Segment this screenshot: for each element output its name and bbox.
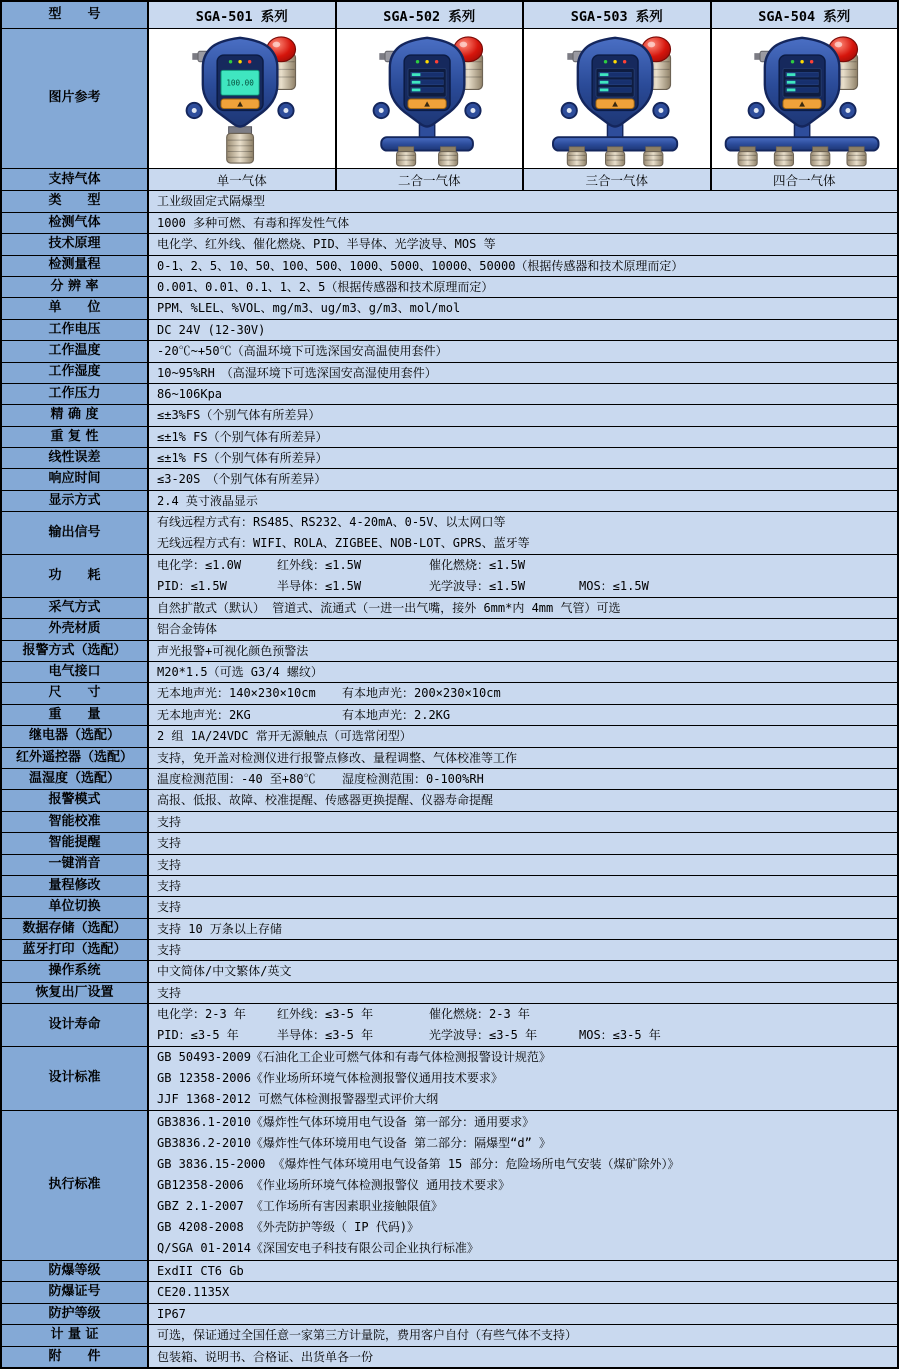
- sensor-probes: [553, 124, 677, 165]
- status-led-green: [604, 60, 607, 63]
- status-led-red: [623, 60, 626, 63]
- value-text: 自然扩散式（默认） 管道式、流通式（一进一出气嘴，接外 6mm*内 4mm 气管）可选: [157, 600, 621, 615]
- status-led-red: [435, 60, 438, 63]
- row-label: 精 确 度: [2, 405, 149, 425]
- spec-row: [2, 511, 897, 554]
- value-text: 0-1、2、5、10、50、100、500、1000、5000、10000、50000（根据传感器和技术原理而定）: [157, 258, 684, 273]
- value-text: 支持: [157, 878, 182, 893]
- value-text: DC 24V (12-30V): [157, 322, 266, 337]
- value-tab-segment: 光学波导：≤1.5W: [429, 578, 526, 593]
- row-label: 输出信号: [2, 512, 149, 554]
- row-value: [149, 833, 897, 853]
- row-value: [149, 876, 897, 896]
- value-text: PPM、%LEL、%VOL、mg/m3、ug/m3、g/m3、mol/mol: [157, 301, 461, 316]
- spec-row: [2, 340, 897, 361]
- row-value: [149, 341, 897, 361]
- product-image-row: [2, 28, 897, 168]
- value-segment: 无本地声光：2KG: [157, 707, 251, 722]
- spec-row: [2, 1303, 897, 1324]
- spec-row: [2, 426, 897, 447]
- spec-row: [2, 597, 897, 618]
- row-label: 设计寿命: [2, 1004, 149, 1046]
- row-value: [149, 683, 897, 703]
- model-header-row: [2, 2, 897, 28]
- device-cell-sga-502: [335, 29, 523, 168]
- model-header: SGA-501 系列: [149, 2, 335, 28]
- row-value: [149, 1282, 897, 1302]
- row-label: 外壳材质: [2, 619, 149, 639]
- row-label: 尺 寸: [2, 683, 149, 703]
- value-text: 高报、低报、故障、校准提醒、传感器更换提醒、仪器寿命提醒: [157, 793, 494, 808]
- row-label: 操作系统: [2, 961, 149, 981]
- row-label: 单位切换: [2, 897, 149, 917]
- value-line: GB 3836.15-2000 《爆炸性气体环境用电气设备第 15 部分：危险场所电气安装（煤矿除外）》: [157, 1157, 680, 1172]
- row-value: [149, 790, 897, 810]
- device-cell-sga-501: [149, 29, 335, 168]
- spec-row: [2, 297, 897, 318]
- device-illustration: [156, 30, 328, 168]
- status-led-green: [791, 60, 794, 63]
- row-label: 重 复 性: [2, 427, 149, 447]
- row-label: 图片参考: [2, 29, 149, 168]
- value-segment: 湿度检测范围：0-100%RH: [342, 771, 484, 786]
- spec-row: [2, 832, 897, 853]
- value-tab-segment: [579, 555, 889, 576]
- status-led-yellow: [613, 60, 616, 63]
- spec-row: [2, 1324, 897, 1345]
- row-value: [149, 405, 897, 425]
- row-label: 类 型: [2, 191, 149, 211]
- spec-row: [2, 811, 897, 832]
- spec-row: [2, 1346, 897, 1367]
- row-label: 蓝牙打印（选配）: [2, 940, 149, 960]
- row-label: 继电器（选配）: [2, 726, 149, 746]
- spec-row: [2, 319, 897, 340]
- spec-row: [2, 854, 897, 875]
- spec-row: [2, 682, 897, 703]
- row-label: 检测量程: [2, 256, 149, 276]
- value-text: IP67: [157, 1306, 186, 1321]
- row-label: 报警模式: [2, 790, 149, 810]
- row-value: [149, 191, 897, 211]
- value-text: 中文简体/中文繁体/英文: [157, 964, 292, 979]
- value-text: 可选，保证通过全国任意一家第三方计量院，费用客户自付（有些气体不支持）: [157, 1328, 578, 1343]
- row-label: 防护等级: [2, 1304, 149, 1324]
- spec-row: [2, 468, 897, 489]
- model-header: SGA-504 系列: [710, 2, 898, 28]
- row-label: 单 位: [2, 298, 149, 318]
- spec-row: [2, 1260, 897, 1281]
- screen-reading: 100.00: [226, 78, 254, 88]
- row-value: [149, 384, 897, 404]
- spec-row: [2, 1281, 897, 1302]
- row-value: [149, 726, 897, 746]
- value-tab-segment: 电化学：≤1.0W: [157, 558, 242, 573]
- value-text: 支持: [157, 836, 182, 851]
- value-line: GB3836.2-2010《爆炸性气体环境用电气设备 第二部分：隔爆型“d” 》: [157, 1136, 552, 1151]
- row-label: 线性误差: [2, 448, 149, 468]
- row-label: 计 量 证: [2, 1325, 149, 1345]
- row-label: 设计标准: [2, 1047, 149, 1110]
- sensor-probes: [726, 124, 879, 165]
- value-text: 支持: [157, 857, 182, 872]
- value-text: 工业级固定式隔爆型: [157, 194, 266, 209]
- spec-row: [2, 640, 897, 661]
- device-cell-sga-504: [710, 29, 898, 168]
- spec-row: [2, 789, 897, 810]
- spec-row: [2, 982, 897, 1003]
- spec-row: [2, 939, 897, 960]
- row-value: [149, 491, 897, 511]
- spec-row: [2, 554, 897, 597]
- row-value: [149, 1347, 897, 1367]
- spec-row: [2, 404, 897, 425]
- value-text: 0.001、0.01、0.1、1、2、5（根据传感器和技术原理而定）: [157, 279, 494, 294]
- spec-row: [2, 276, 897, 297]
- value-line: Q/SGA 01-2014《深国安电子科技有限公司企业执行标准》: [157, 1241, 479, 1256]
- row-label: 技术原理: [2, 234, 149, 254]
- value-tab-segment: 红外线：≤1.5W: [277, 558, 362, 573]
- spec-row: [2, 725, 897, 746]
- row-value: [149, 897, 897, 917]
- value-text: 支持: [157, 814, 182, 829]
- spec-row: [2, 896, 897, 917]
- value-line: GB12358-2006 《作业场所环境气体检测报警仪 通用技术要求》: [157, 1178, 511, 1193]
- value-text: 支持，免开盖对检测仪进行报警点修改、量程调整、气体校准等工作: [157, 750, 518, 765]
- gas-type-cell: 三合一气体: [522, 169, 710, 190]
- row-value: [149, 277, 897, 297]
- value-text: 1000 多种可燃、有毒和挥发性气体: [157, 215, 350, 230]
- row-value: [149, 555, 897, 597]
- value-tab-segment: PID：≤3-5 年: [157, 1028, 239, 1043]
- row-value: [149, 619, 897, 639]
- row-label: 支持气体: [2, 169, 149, 190]
- row-label: 附 件: [2, 1347, 149, 1367]
- spec-row: [2, 447, 897, 468]
- value-line: 有线远程方式有：RS485、RS232、4-20mA、0-5V、以太网口等: [157, 515, 506, 530]
- spec-row: [2, 618, 897, 639]
- row-value: [149, 812, 897, 832]
- spec-row: [2, 190, 897, 211]
- spec-row: [2, 918, 897, 939]
- value-tab-segment: 催化燃烧：2-3 年: [429, 1007, 530, 1022]
- gas-type-cell: 四合一气体: [710, 169, 898, 190]
- status-led-yellow: [238, 60, 241, 63]
- row-label: 重 量: [2, 705, 149, 725]
- value-line: GB3836.1-2010《爆炸性气体环境用电气设备 第一部分：通用要求》: [157, 1115, 535, 1130]
- row-value: [149, 320, 897, 340]
- value-text: 电化学、红外线、催化燃烧、PID、半导体、光学波导、MOS 等: [157, 237, 496, 252]
- value-tab-segment: [579, 1004, 889, 1025]
- value-line: GB 12358-2006《作业场所环境气体检测报警仪通用技术要求》: [157, 1071, 503, 1086]
- supported-gas-row: [2, 168, 897, 190]
- value-tab-segment: 半导体：≤3-5 年: [277, 1028, 374, 1043]
- value-text: 铝合金铸体: [157, 622, 218, 637]
- row-value: [149, 983, 897, 1003]
- device-illustration: [531, 30, 703, 168]
- row-label: 恢复出厂设置: [2, 983, 149, 1003]
- value-text: ≤±1% FS（个别气体有所差异）: [157, 451, 328, 466]
- row-value: [149, 1325, 897, 1345]
- device-illustration: [343, 30, 515, 168]
- row-value: [149, 213, 897, 233]
- value-text: 86~106Kpa: [157, 386, 223, 401]
- probe-manifold: [381, 137, 473, 150]
- value-line: JJF 1368-2012 可燃气体检测报警器型式评价大纲: [157, 1092, 439, 1107]
- row-label: 工作压力: [2, 384, 149, 404]
- spec-row: [2, 233, 897, 254]
- row-label: 量程修改: [2, 876, 149, 896]
- value-segment: 有本地声光：2.2KG: [342, 707, 451, 722]
- row-label: 型 号: [2, 2, 149, 28]
- row-value: [149, 1261, 897, 1281]
- value-text: 支持: [157, 943, 182, 958]
- status-led-red: [810, 60, 813, 63]
- row-label: 显示方式: [2, 491, 149, 511]
- value-tab-segment: 光学波导：≤3-5 年: [429, 1028, 538, 1043]
- row-label: 防爆证号: [2, 1282, 149, 1302]
- row-label: 执行标准: [2, 1111, 149, 1260]
- spec-row: [2, 490, 897, 511]
- model-header-cells: [149, 2, 897, 28]
- row-value: [149, 298, 897, 318]
- value-text: 2 组 1A/24VDC 常开无源触点（可选常闭型）: [157, 729, 412, 744]
- value-text: CE20.1135X: [157, 1285, 230, 1300]
- spec-row: [2, 383, 897, 404]
- status-led-yellow: [426, 60, 429, 63]
- status-led-green: [229, 60, 232, 63]
- row-value: [149, 598, 897, 618]
- row-label: 响应时间: [2, 469, 149, 489]
- row-label: 智能校准: [2, 812, 149, 832]
- value-line: 无线远程方式有：WIFI、ROLA、ZIGBEE、NOB-LOT、GPRS、蓝牙等: [157, 536, 530, 551]
- sensor-probes: [226, 126, 253, 162]
- row-value: [149, 641, 897, 661]
- row-value: [149, 940, 897, 960]
- spec-row: [2, 875, 897, 896]
- row-value: [149, 662, 897, 682]
- row-value: [149, 1047, 897, 1110]
- row-value: [149, 705, 897, 725]
- row-label: 红外遥控器（选配）: [2, 748, 149, 768]
- row-label: 检测气体: [2, 213, 149, 233]
- value-tab-segment: MOS：≤1.5W: [579, 578, 649, 593]
- device-cell-sga-503: [522, 29, 710, 168]
- row-value: [149, 1304, 897, 1324]
- value-text: 声光报警+可视化颜色预警法: [157, 643, 309, 658]
- value-tab-segment: PID：≤1.5W: [157, 578, 227, 593]
- value-text: 包装箱、说明书、合格证、出货单各一份: [157, 1349, 374, 1364]
- row-value: [149, 748, 897, 768]
- value-tab-segment: MOS：≤3-5 年: [579, 1028, 661, 1043]
- status-led-yellow: [801, 60, 804, 63]
- row-value: [149, 448, 897, 468]
- row-label: 采气方式: [2, 598, 149, 618]
- row-label: 温湿度（选配）: [2, 769, 149, 789]
- status-led-red: [248, 60, 251, 63]
- row-value: [149, 961, 897, 981]
- row-value: [149, 769, 897, 789]
- value-segment: 无本地声光：140×230×10cm: [157, 686, 316, 701]
- value-text: 支持 10 万条以上存储: [157, 921, 282, 936]
- row-value: [149, 469, 897, 489]
- row-label: 电气接口: [2, 662, 149, 682]
- row-label: 工作湿度: [2, 363, 149, 383]
- device-illustration: [718, 30, 890, 168]
- value-text: -20℃~+50℃（高温环境下可选深国安高温使用套件）: [157, 344, 448, 359]
- row-value: [149, 363, 897, 383]
- spec-row: [2, 661, 897, 682]
- value-text: ≤±1% FS（个别气体有所差异）: [157, 429, 328, 444]
- spec-row: [2, 212, 897, 233]
- spec-row: [2, 704, 897, 725]
- spec-row: [2, 747, 897, 768]
- value-text: 2.4 英寸液晶显示: [157, 493, 258, 508]
- row-value: [149, 427, 897, 447]
- spec-row: [2, 1046, 897, 1110]
- row-label: 数据存储（选配）: [2, 919, 149, 939]
- gas-type-cell: 单一气体: [149, 169, 335, 190]
- gas-type-cell: 二合一气体: [335, 169, 523, 190]
- spec-row: [2, 362, 897, 383]
- value-text: 支持: [157, 985, 182, 1000]
- value-line: GB 4208-2008 《外壳防护等级（ IP 代码)》: [157, 1220, 420, 1235]
- value-tab-segment: 半导体：≤1.5W: [277, 578, 362, 593]
- spec-row: [2, 1110, 897, 1260]
- row-value: [149, 919, 897, 939]
- model-header: SGA-502 系列: [335, 2, 523, 28]
- row-label: 防爆等级: [2, 1261, 149, 1281]
- row-value: [149, 1004, 897, 1046]
- value-line: GB 50493-2009《石油化工企业可燃气体和有毒气体检测报警设计规范》: [157, 1050, 551, 1065]
- spec-row: [2, 1003, 897, 1046]
- row-label: 分 辨 率: [2, 277, 149, 297]
- value-text: 10~95%RH （高湿环境下可选深国安高湿使用套件）: [157, 365, 437, 380]
- sensor-probes: [381, 124, 473, 165]
- row-label: 工作温度: [2, 341, 149, 361]
- row-value: [149, 256, 897, 276]
- row-value: [149, 855, 897, 875]
- value-text: 支持: [157, 900, 182, 915]
- row-value: [149, 234, 897, 254]
- spec-row: [2, 960, 897, 981]
- gas-cells: [149, 169, 897, 190]
- status-led-green: [416, 60, 419, 63]
- value-segment: 有本地声光：200×230×10cm: [342, 686, 501, 701]
- row-label: 智能提醒: [2, 833, 149, 853]
- row-label: 报警方式（选配）: [2, 641, 149, 661]
- row-label: 工作电压: [2, 320, 149, 340]
- row-label: 功 耗: [2, 555, 149, 597]
- spec-row: [2, 255, 897, 276]
- value-segment: 温度检测范围：-40 至+80℃: [157, 771, 316, 786]
- value-line: GBZ 2.1-2007 《工作场所有害因素职业接触限值》: [157, 1199, 443, 1214]
- row-value: [149, 1111, 897, 1260]
- value-text: ExdII CT6 Gb: [157, 1264, 244, 1279]
- value-tab-segment: 电化学：2-3 年: [157, 1007, 246, 1022]
- model-header: SGA-503 系列: [522, 2, 710, 28]
- row-label: 一键消音: [2, 855, 149, 875]
- spec-row: [2, 768, 897, 789]
- device-cells: [149, 29, 897, 168]
- value-text: M20*1.5（可选 G3/4 螺纹）: [157, 665, 323, 680]
- value-tab-segment: 红外线：≤3-5 年: [277, 1007, 374, 1022]
- row-value: [149, 512, 897, 554]
- value-tab-segment: 催化燃烧：≤1.5W: [429, 558, 526, 573]
- value-text: ≤±3%FS（个别气体有所差异）: [157, 408, 321, 423]
- value-text: ≤3-20S （个别气体有所差异）: [157, 472, 327, 487]
